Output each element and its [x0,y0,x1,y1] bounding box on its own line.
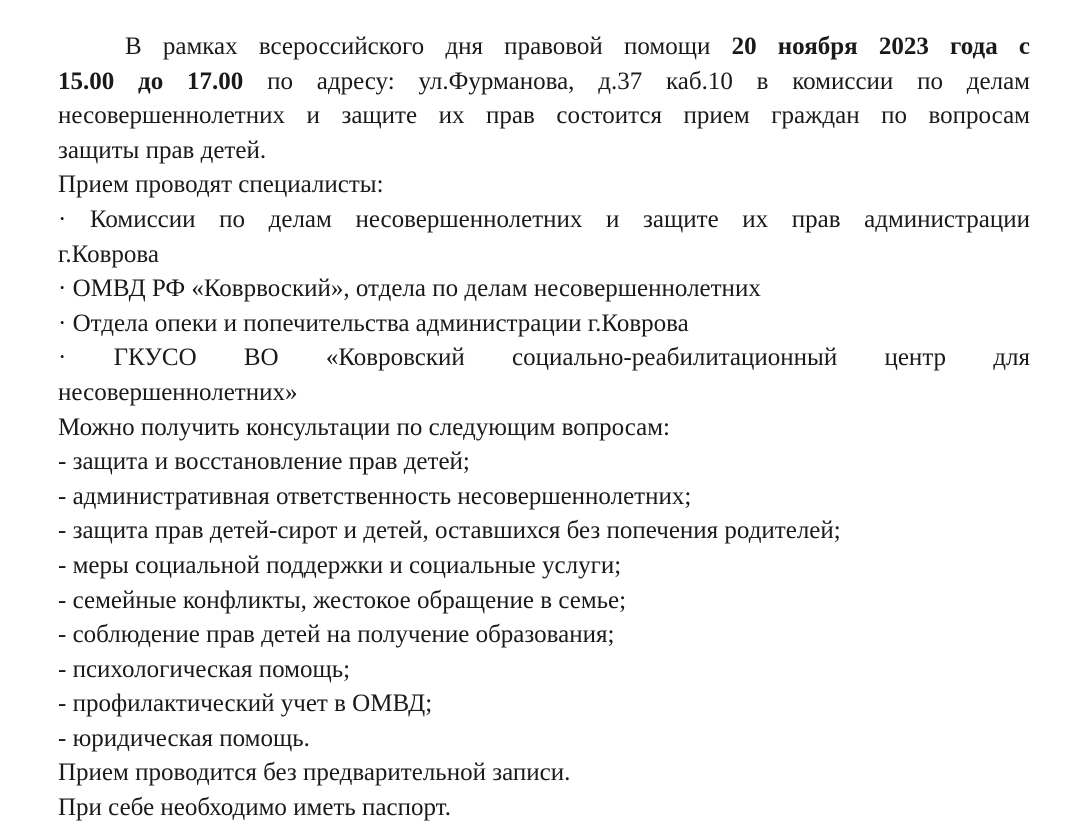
consultation-item: - соблюдение прав детей на получение образования; [58,621,615,649]
consultations-heading: Можно получить консультации по следующим вопросам: [58,413,670,441]
consultation-item: - профилактический учет в ОМВД; [58,690,433,718]
intro-line-4: защиты прав детей. [58,136,267,164]
specialist-item: · Комиссии по делам несовершеннолетних и защите их прав администрации [58,205,1030,233]
intro-line-2 [58,65,1030,100]
consultation-item: - юридическая помощь. [58,724,310,752]
consultation-item: - защита и восстановление прав детей; [58,448,470,476]
closing-note: Прием проводится без предварительной записи. [58,759,571,787]
intro-time: 15.00 до 17.00 [58,67,244,95]
closing-note: При себе необходимо иметь паспорт. [58,794,451,822]
intro-line-1 [58,30,1030,65]
intro-address: по адресу: ул.Фурманова, д.37 каб.10 в комиссии по делам [243,67,1030,95]
intro-text: В рамках всероссийского дня правовой помощи [125,33,732,60]
specialist-item: · Отдела опеки и попечительства администрации г.Коврова [58,309,689,337]
specialist-item-continuation: несовершеннолетних» [58,378,298,406]
specialist-item: · ОМВД РФ «Коврвоский», отдела по делам несовершеннолетних [58,275,761,303]
consultation-item: - меры социальной поддержки и социальные услуги; [58,551,622,579]
specialist-item-continuation: г.Коврова [58,240,159,268]
specialists-heading: Прием проводят специалисты: [58,171,384,199]
intro-date: 20 ноября 2023 года с [731,33,1030,60]
specialist-item: · ГКУСО ВО «Ковровский социально-реабилитационный центр для [58,344,1030,372]
consultation-item: - семейные конфликты, жестокое обращение в семье; [58,586,627,614]
document-page [58,30,1030,826]
consultation-item: - психологическая помощь; [58,655,351,683]
consultation-item: - защита прав детей-сирот и детей, оставшихся без попечения родителей; [58,517,841,545]
intro-line-3: несовершеннолетних и защите их прав состоится прием граждан по вопросам [58,102,1030,130]
consultation-item: - административная ответственность несовершеннолетних; [58,482,692,510]
